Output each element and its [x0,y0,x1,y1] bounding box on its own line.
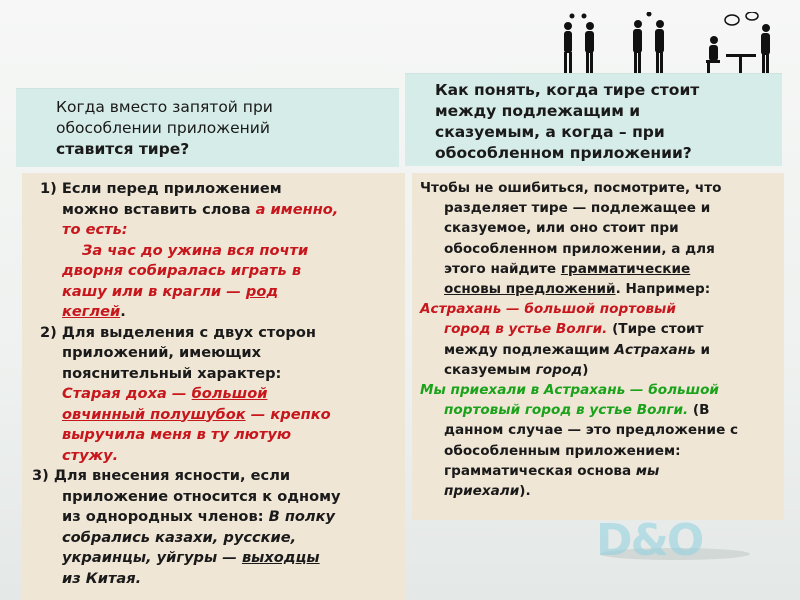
example-line: За час до ужина вся почти [82,241,309,259]
example-text: — крепко [245,405,331,423]
watermark-logo: D&O [596,515,703,566]
explanation-text: этого найдите [444,260,561,277]
example-underlined: кеглей [62,303,121,320]
question-right-line: Как понять, когда тире стоит [435,81,700,99]
people-silhouettes-icon [556,12,786,80]
rule-text: можно вставить слова [62,200,256,218]
explanation-line [420,279,778,299]
question-right-line: обособленном приложении? [435,144,692,162]
rule-1-line: 1) Если перед приложением [40,180,282,197]
explanation-text: сказуемым [444,361,536,378]
rule-3-line [30,507,399,528]
question-right-line: между подлежащим и [435,102,641,120]
explanation-italic: приехали [444,483,520,500]
example-underlined: выходцы [241,549,320,566]
explanation-line: данном случае — это предложение с [444,422,739,439]
question-box-right [405,73,782,166]
example-underlined: овчинный полушубок [62,405,246,423]
explanation-text: и [695,341,710,358]
rule-keyword: то есть: [62,221,128,238]
example-line: стужу. [62,446,119,464]
question-left-line: ставится тире? [56,140,190,158]
explanation-line: разделяет тире — подлежащее и [444,200,711,217]
explanation-line: Чтобы не ошибиться, посмотрите, что [420,180,722,196]
example-underlined: род [245,282,279,300]
explanation-line [420,259,778,279]
example-text: кашу или в крагли — [62,282,246,300]
rule-1-line [30,200,399,221]
explanation-line [420,461,778,481]
rule-text: из однородных членов: [62,508,269,525]
explanation-italic: Астрахань [614,341,696,358]
explanation-italic: город [535,361,583,378]
example-line [30,405,399,426]
example-text: город в устье Волги. [444,321,608,338]
question-left-line: обособлении приложений [56,119,270,137]
rules-panel [22,173,405,600]
explanation-text: между подлежащим [444,341,615,358]
explanation-line: обособленным приложением: [444,442,681,459]
example-line [420,400,778,420]
example-line: из Китая. [62,569,142,587]
example-text: В полку [268,508,336,525]
example-text: украинцы, уйгуры — [62,549,242,566]
rule-3-line: 3) Для внесения ясности, если [32,467,291,484]
rule-2-line: пояснительный характер: [62,364,282,382]
example-line [30,282,399,303]
example-text: . [120,303,126,320]
rule-keyword: а именно, [255,200,339,218]
example-line: дворня собиралась играть в [62,262,302,279]
example-line [30,302,399,323]
question-box-left [16,88,399,167]
explanation-line [420,481,778,501]
example-underlined: большой [191,385,268,402]
explanation-text: (Тире стоит [607,321,704,338]
example-line: Астрахань — большой портовый [420,301,676,318]
example-text: портовый город в устье Волги. [444,402,689,419]
example-line: Мы приехали в Астрахань — большой [420,382,719,399]
rule-2-line: 2) Для выделения с двух сторон [40,323,316,341]
rule-2-line: приложений, имеющих [62,344,262,361]
question-right-line: сказуемым, а когда – при [435,123,665,141]
explanation-panel [412,173,784,520]
example-line: выручила меня в ту лютую [62,426,292,443]
explanation-underlined: основы предложений [444,281,616,298]
explanation-line [420,360,778,380]
explanation-line: обособленном приложении, а для [444,240,715,257]
explanation-text: (В [688,402,710,419]
example-text: Старая доха — [62,385,192,402]
explanation-text: ). [519,483,531,500]
example-line: собрались казахи, русские, [62,528,297,546]
explanation-text: грамматическая основа [444,462,636,479]
explanation-text: ) [582,361,589,378]
explanation-line: сказуемое, или оно стоит при [444,220,679,237]
explanation-text: . Например: [615,281,711,298]
example-line [30,548,399,569]
example-line [30,384,399,405]
explanation-italic: мы [635,462,660,479]
explanation-line [420,340,778,360]
explanation-underlined: грамматические [560,260,691,277]
question-left-line: Когда вместо запятой при [56,98,273,116]
rule-3-line: приложение относится к одному [62,487,341,505]
example-line [420,319,778,339]
